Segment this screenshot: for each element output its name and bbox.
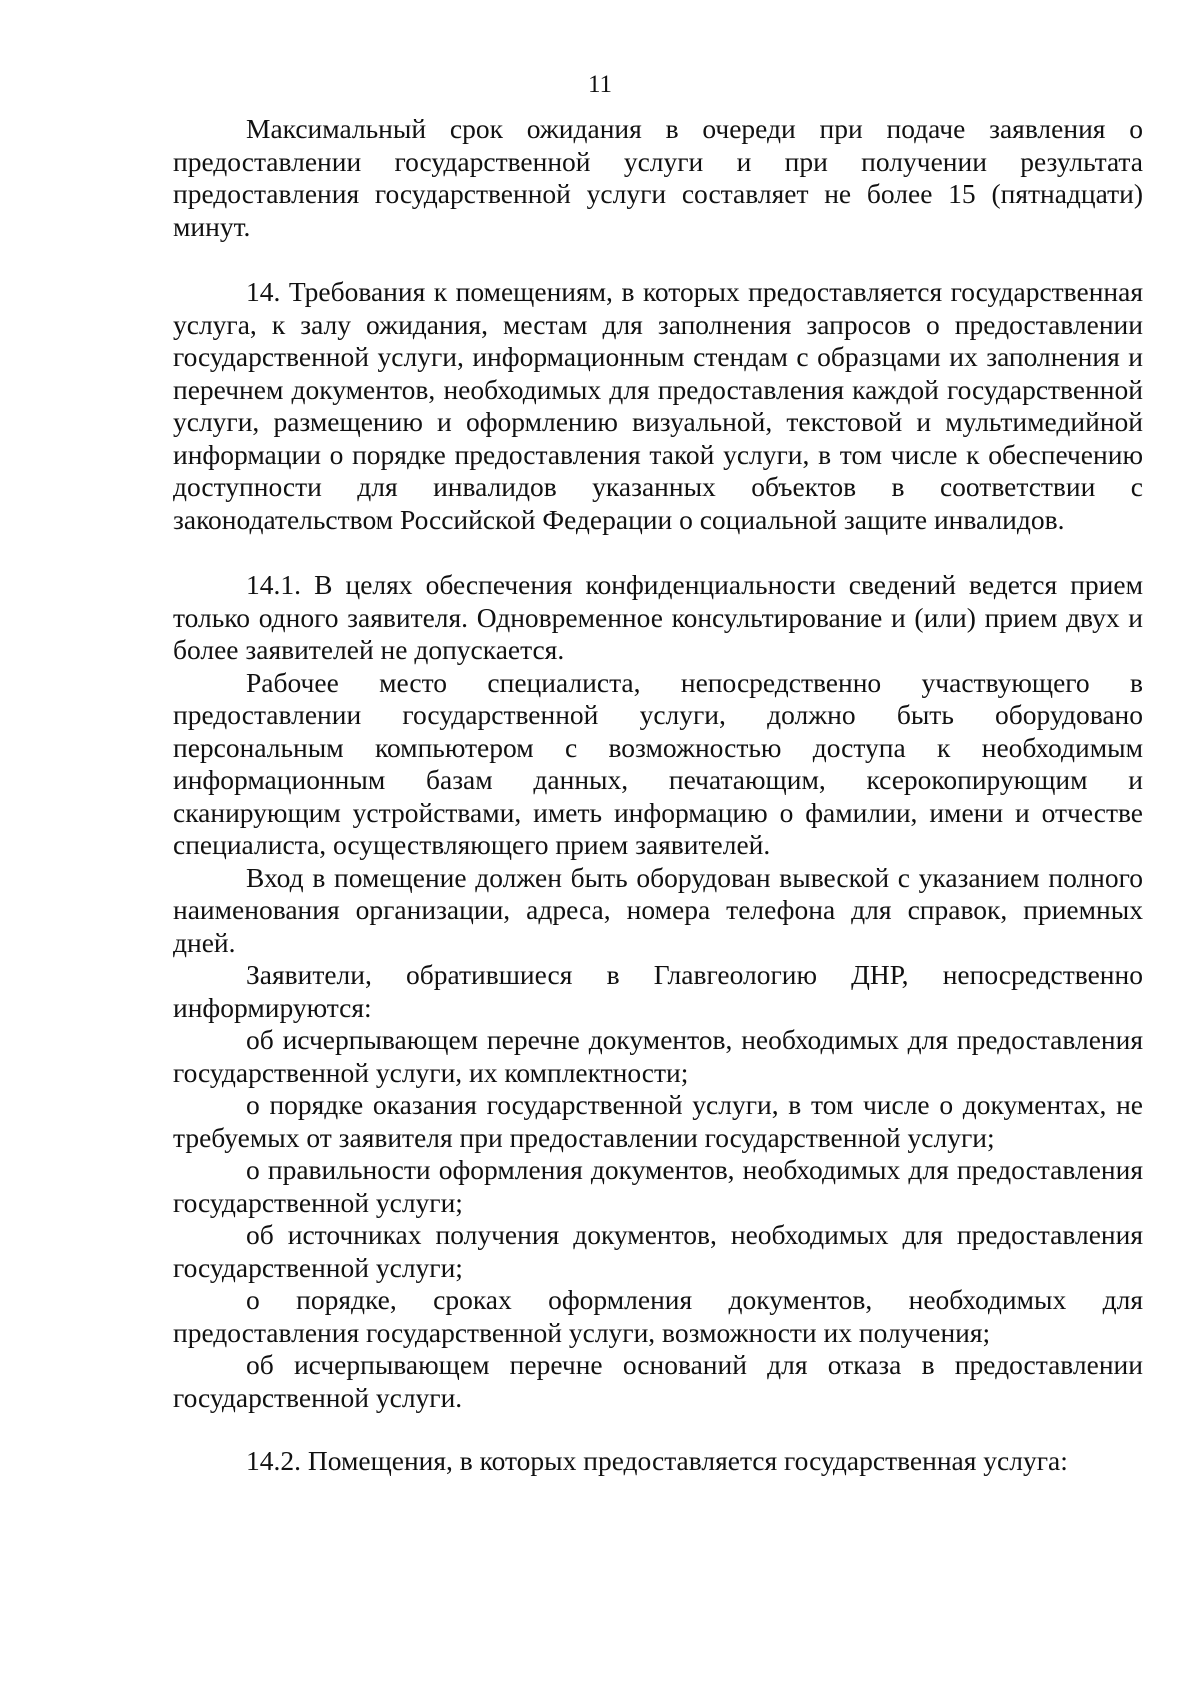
list-item-document-correctness: о правильности оформления документов, необходимых для предоставления государственной услуги; [173, 1154, 1143, 1218]
paragraph-applicants-informed: Заявители, обратившиеся в Главгеологию ДНР, непосредственно информируются: [173, 959, 1143, 1023]
document-body [173, 113, 1143, 1478]
paragraph-max-wait-time: Максимальный срок ожидания в очереди при подаче заявления о предоставлении государственной услуги и при получении результата предоставления государственной услуги составляет не более 15 (пятнадцати) минут. [173, 113, 1143, 242]
list-item-procedure-terms: о порядке, сроках оформления документов, необходимых для предоставления государственной услуги, возможности их получения; [173, 1284, 1143, 1348]
page-number: 11 [587, 71, 613, 98]
paragraph-section-14-1: 14.1. В целях обеспечения конфиденциальности сведений ведется прием только одного заявителя. Одновременное консультирование и (или) прием двух и более заявителей не допускается. [173, 569, 1143, 665]
list-item-document-sources: об источниках получения документов, необходимых для предоставления государственной услуги; [173, 1219, 1143, 1283]
paragraph-section-14: 14. Требования к помещениям, в которых предоставляется государственная услуга, к залу ожидания, местам для заполнения запросов о предоставлении государственной услуги, информационным стендам с образцами их заполнения и перечнем документов, необходимых для предоставления каждой государственной услуги, размещению и оформлению визуальной, текстовой и мультимедийной информации о порядке предоставления такой услуги, в том числе к обеспечению доступности для инвалидов указанных объектов в соответствии с законодательством Российской Федерации о социальной защите инвалидов. [173, 276, 1143, 535]
list-item-service-procedure: о порядке оказания государственной услуги, в том числе о документах, не требуемых от заявителя при предоставлении государственной услуги; [173, 1089, 1143, 1153]
paragraph-workplace: Рабочее место специалиста, непосредственно участвующего в предоставлении государственной услуги, должно быть оборудовано персональным компьютером с возможностью доступа к необходимым информационным базам данных, печатающим, ксерокопирующим и сканирующим устройствами, иметь информацию о фамилии, имени и отчестве специалиста, осуществляющего прием заявителей. [173, 666, 1143, 860]
list-item-refusal-grounds: об исчерпывающем перечне оснований для отказа в предоставлении государственной услуги. [173, 1349, 1143, 1413]
list-item-documents-list: об исчерпывающем перечне документов, необходимых для предоставления государственной услуги, их комплектности; [173, 1024, 1143, 1088]
paragraph-section-14-2: 14.2. Помещения, в которых предоставляется государственная услуга: [246, 1445, 1068, 1476]
paragraph-entrance-sign: Вход в помещение должен быть оборудован вывеской с указанием полного наименования организации, адреса, номера телефона для справок, приемных дней. [173, 861, 1143, 958]
